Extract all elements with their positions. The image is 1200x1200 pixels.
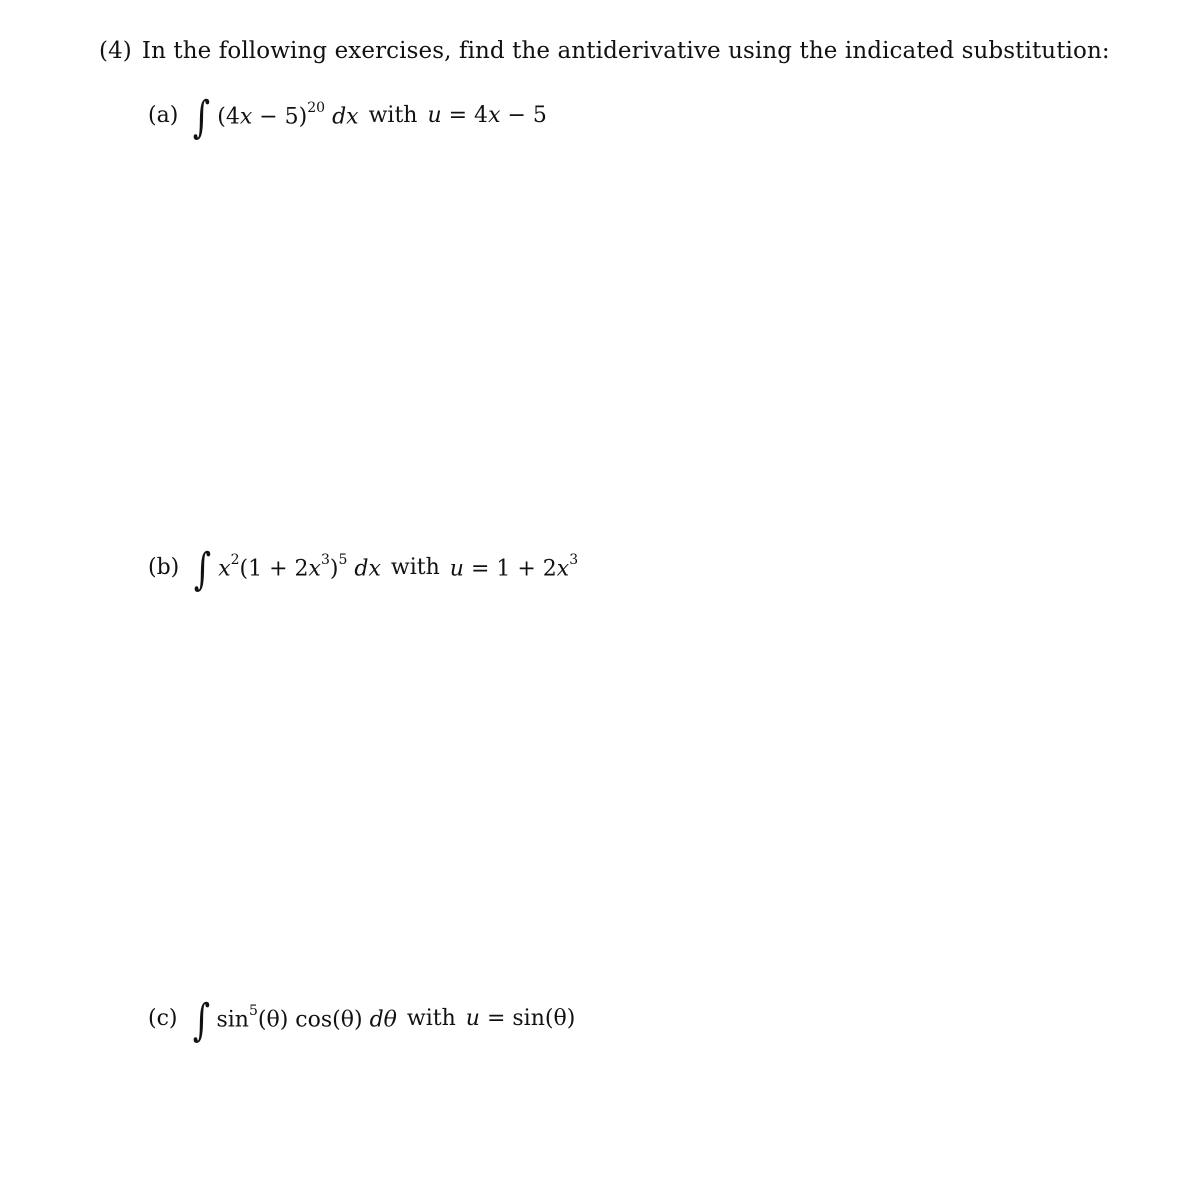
argument: (θ) <box>257 1007 289 1033</box>
sub-part: = sin(θ) <box>479 1006 576 1031</box>
problem-b <box>148 544 579 595</box>
problem-a <box>148 92 547 143</box>
integral-sign: ∫ <box>193 92 211 143</box>
variable: x <box>308 556 321 582</box>
exponent: 20 <box>307 99 326 116</box>
sub-part: = 1 + 2 <box>463 556 557 582</box>
integral-sign: ∫ <box>194 544 212 595</box>
problem-label: (a) <box>148 103 179 128</box>
variable: x <box>556 556 570 582</box>
exponent: 3 <box>320 551 330 568</box>
variable: x <box>218 556 231 582</box>
with-word: with <box>406 1006 456 1031</box>
integrand-part: (4 <box>217 104 240 130</box>
problem-label: (b) <box>148 555 180 580</box>
exponent: 3 <box>569 551 579 568</box>
sin-function: sin <box>216 1007 249 1033</box>
exercise-header <box>99 38 1110 64</box>
sub-variable: u <box>465 1006 480 1031</box>
sub-variable: u <box>449 556 464 582</box>
integrand <box>218 551 381 582</box>
with-word: with <box>368 103 418 128</box>
integrand-part: ) <box>329 556 339 582</box>
integrand <box>216 1002 397 1033</box>
exercise-instructions: In the following exercises, find the antiderivative using the indicated substitution: <box>141 38 1110 64</box>
exponent: 5 <box>338 551 348 568</box>
differential: dθ <box>369 1007 397 1033</box>
sub-part: = 4 <box>441 103 489 128</box>
substitution <box>466 1008 576 1030</box>
sub-variable: u <box>427 103 442 128</box>
with-word: with <box>390 555 440 580</box>
substitution <box>427 105 546 127</box>
problem-label: (c) <box>148 1006 178 1031</box>
differential: dx <box>354 556 381 582</box>
exponent: 2 <box>230 551 240 568</box>
cos-function: cos <box>295 1007 333 1033</box>
exercise-number: (4) <box>99 38 132 64</box>
variable: x <box>239 104 253 130</box>
differential: dx <box>332 104 359 130</box>
exponent: 5 <box>248 1002 258 1019</box>
integrand <box>217 99 359 130</box>
integrand-part: − 5) <box>252 104 308 130</box>
argument: (θ) <box>332 1007 363 1033</box>
substitution <box>449 551 579 582</box>
sub-part: − 5 <box>500 103 547 128</box>
variable: x <box>488 103 501 128</box>
integral-sign: ∫ <box>192 995 210 1046</box>
integrand-part: (1 + 2 <box>239 556 309 582</box>
problem-c <box>148 995 576 1046</box>
